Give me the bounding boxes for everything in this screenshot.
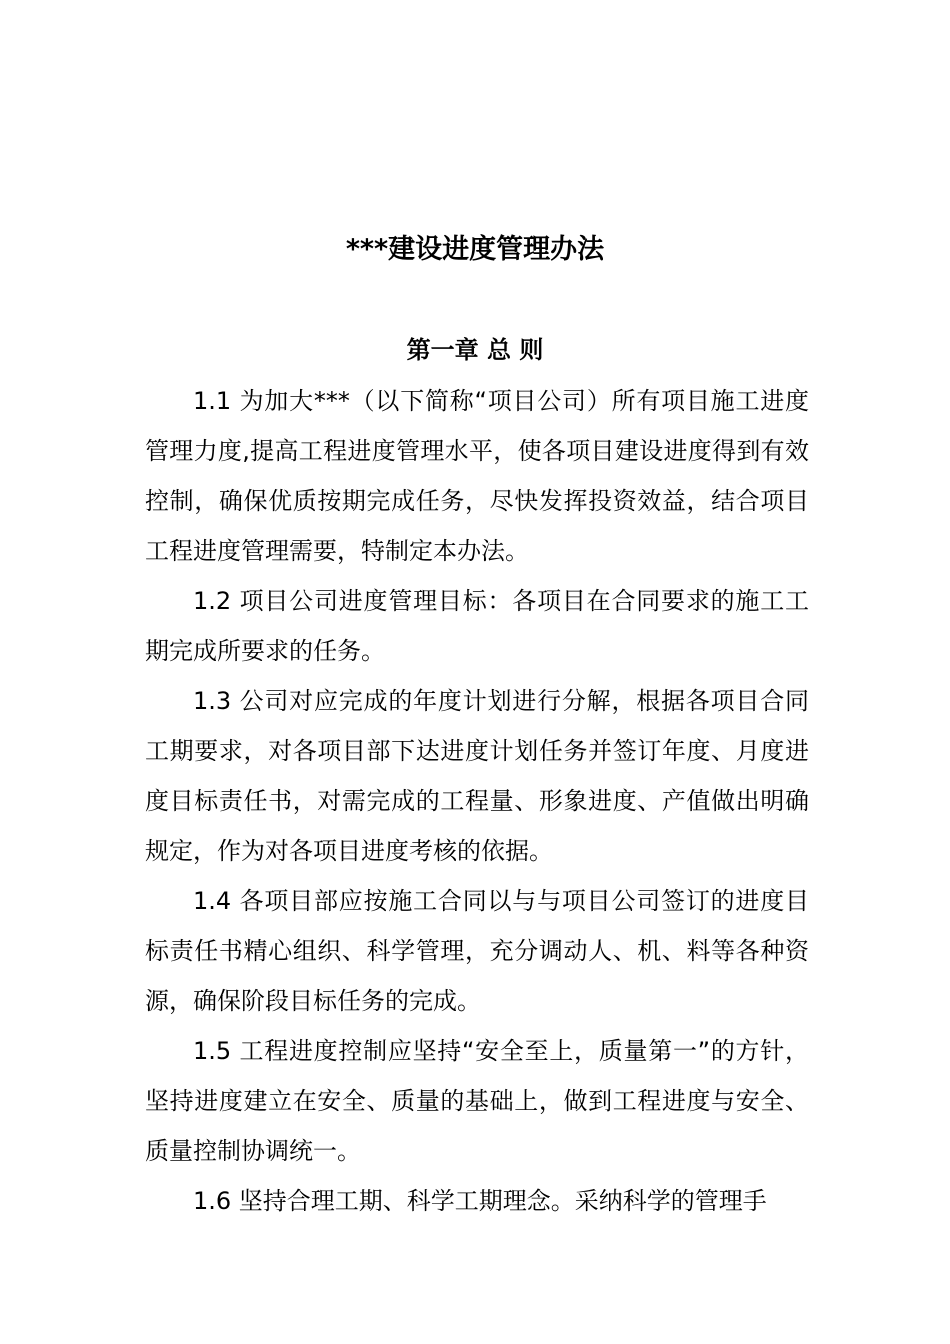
paragraph-1-5: 1.5 工程进度控制应坚持“安全至上，质量第一”的方针，坚持进度建立在安全、质量的基础上，做到工程进度与安全、质量控制协调统一。: [145, 1037, 809, 1165]
paragraph-1-3: 1.3 公司对应完成的年度计划进行分解，根据各项目合同工期要求，对各项目部下达进度计划任务并签订年度、月度进度目标责任书，对需完成的工程量、形象进度、产值做出明确规定，作为对各项目进度考核的依据。: [145, 687, 809, 865]
chapter-title: 第一章 总 则: [406, 336, 544, 364]
paragraph-1-4: 1.4 各项目部应按施工合同以与与项目公司签订的进度目标责任书精心组织、科学管理，充分调动人、机、料等各种资源，确保阶段目标任务的完成。: [145, 887, 809, 1015]
paragraph-1-2: 1.2 项目公司进度管理目标：各项目在合同要求的施工工期完成所要求的任务。: [145, 587, 809, 665]
paragraph-1-1: 1.1 为加大***（以下简称“项目公司）所有项目施工进度管理力度,提高工程进度管理水平，使各项目建设进度得到有效控制，确保优质按期完成任务，尽快发挥投资效益，结合项目工程进度管理需要，特制定本办法。: [145, 387, 809, 565]
paragraph-1-6: 1.6 坚持合理工期、科学工期理念。采纳科学的管理手: [193, 1187, 767, 1215]
document-title: ***建设进度管理办法: [345, 234, 605, 265]
document-body: [145, 376, 809, 1226]
